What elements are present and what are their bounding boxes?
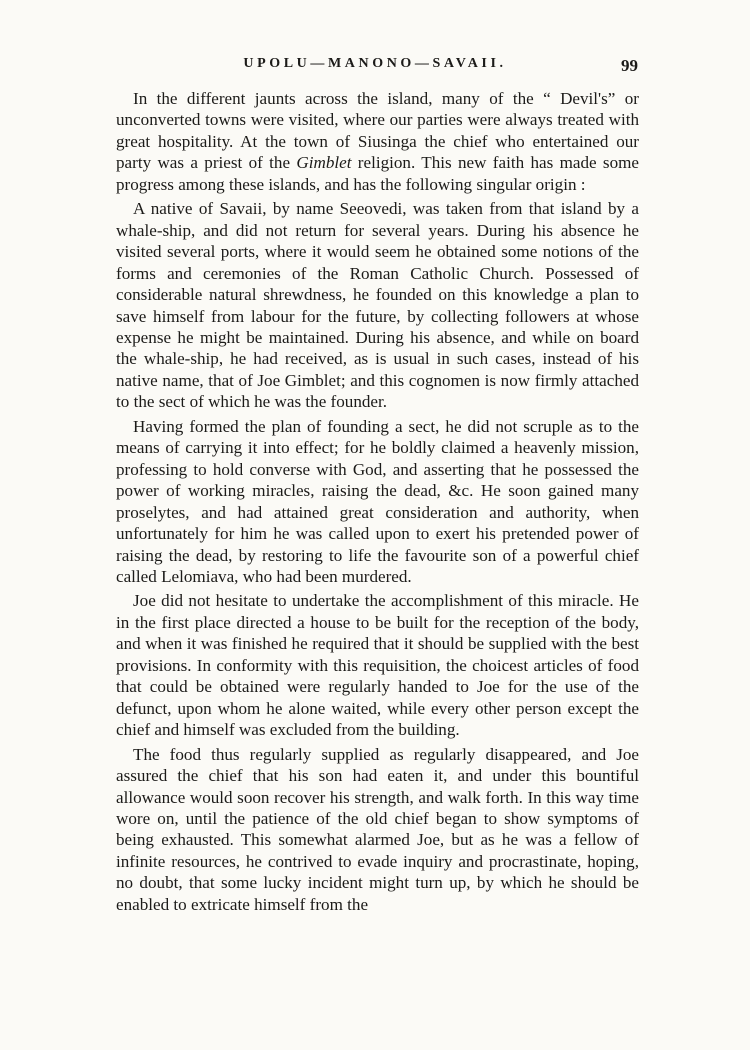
paragraph-2: A native of Savaii, by name Seeovedi, was taken from that island by a whale-ship, and did not return for several years. During his absence he visited several ports, where it would seem he obtained some notions of the forms and ceremonies of the Roman Catholic Church. Possessed of considerable natural shrewdness, he founded on this knowledge a plan to save himself from labour for the future, by collecting followers at whose expense he might be maintained. During his absence, and while on board the whale-ship, he had received, as is usual in such cases, instead of his native name, that of Joe Gimblet; and this cognomen is now firmly attached to the sect of which he was the founder. (116, 199, 639, 412)
italic-term-gimblet: Gimblet (296, 153, 352, 173)
page-number: 99 (621, 56, 638, 75)
paragraph-1-text-after: religion. This new faith has made some progress among these islands, and has the following singular origin : (116, 153, 639, 194)
paragraph-4: Joe did not hesitate to undertake the accomplishment of this miracle. He in the first place directed a house to be built for the reception of the body, and when it was finished he required that it should be supplied with the best provisions. In conformity with this requisition, the choicest articles of food that could be obtained were regularly handed to Joe for the use of the defunct, upon whom he alone waited, while every other person except the chief and himself was excluded from the building. (116, 591, 639, 740)
running-header: UPOLU—MANONO—SAVAII. (243, 56, 507, 71)
paragraph-3: Having formed the plan of founding a sect, he did not scruple as to the means of carrying it into effect; for he boldly claimed a heavenly mission, professing to hold converse with God, and asserting that he possessed the power of working miracles, raising the dead, &c. He soon gained many proselytes, and had attained great consideration and authority, when unfortunately for him he was called upon to exert his pretended power of raising the dead, by restoring to life the favourite son of a powerful chief called Lelomiava, who had been murdered. (116, 416, 639, 586)
paragraph-5: The food thus regularly supplied as regularly disappeared, and Joe assured the chief that his son had eaten it, and under this bountiful allowance would soon recover his strength, and walk forth. In this way time wore on, until the patience of the old chief began to show symptoms of being exhausted. This somewhat alarmed Joe, but as he was a fellow of infinite resources, he contrived to evade inquiry and procrastinate, hoping, no doubt, that some lucky incident might turn up, by which he should be enabled to extricate himself from the (116, 744, 639, 914)
paragraph-1-text-before: In the different jaunts across the island, many of the “ Devil's” or unconverted towns were visited, where our parties were always treated with great hospitality. At the town of Siusinga the chief who entertained our party was a priest of the (116, 89, 639, 173)
body-text (116, 88, 639, 915)
paragraph-1 (116, 88, 639, 195)
